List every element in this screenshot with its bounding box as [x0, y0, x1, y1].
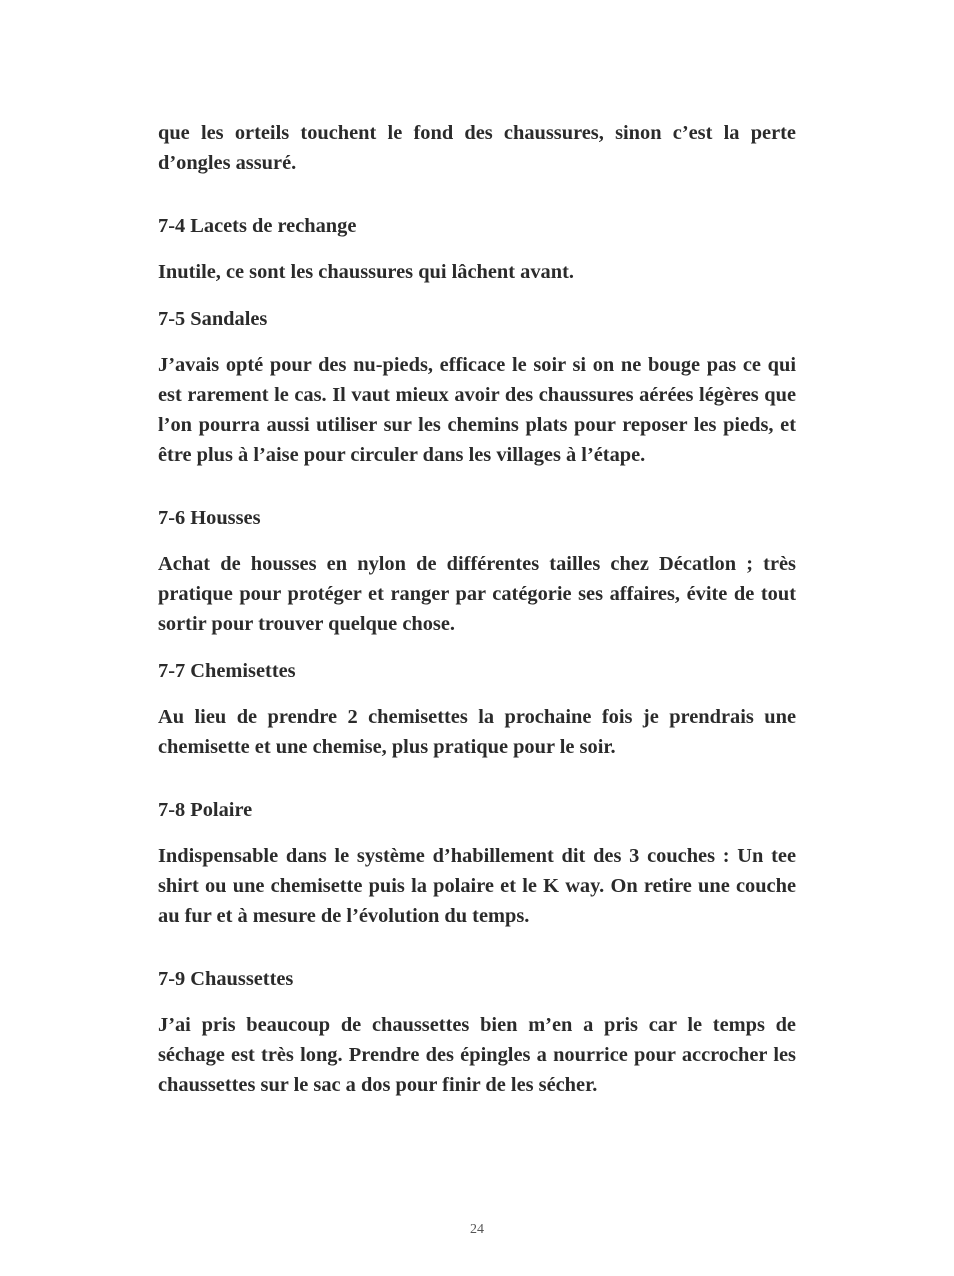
section-heading-polaire: 7-8 Polaire — [158, 799, 253, 821]
section-text-housses: Achat de housses en nylon de différentes tailles chez Décatlon ; très pratique pour protéger et ranger par catégorie ses affaires, évite de tout sortir pour trouver quelque chose. — [158, 553, 796, 635]
section-text-chemisettes: Au lieu de prendre 2 chemisettes la prochaine fois je prendrais une chemisette et une chemise, plus pratique pour le soir. — [158, 706, 796, 758]
section-heading-sandales: 7-5 Sandales — [158, 308, 268, 330]
page-body — [158, 118, 796, 1100]
intro-paragraph: que les orteils touchent le fond des chaussures, sinon c’est la perte d’ongles assuré. — [158, 122, 796, 174]
section-text-polaire: Indispensable dans le système d’habillement dit des 3 couches : Un tee shirt ou une chemisette puis la polaire et le K way. On retire une couche au fur et à mesure de l’évolution du temps. — [158, 845, 796, 927]
section-heading-lacets: 7-4 Lacets de rechange — [158, 215, 357, 237]
page-number: 24 — [470, 1222, 484, 1237]
section-heading-chemisettes: 7-7 Chemisettes — [158, 660, 296, 682]
section-heading-housses: 7-6 Housses — [158, 507, 261, 529]
section-heading-chaussettes: 7-9 Chaussettes — [158, 968, 294, 990]
section-text-lacets: Inutile, ce sont les chaussures qui lâchent avant. — [158, 261, 574, 283]
section-text-sandales: J’avais opté pour des nu-pieds, efficace le soir si on ne bouge pas ce qui est rarement le cas. Il vaut mieux avoir des chaussures aérées légères que l’on pourra aussi utiliser sur les chemins plats pour reposer les pieds, et être plus à l’aise pour circuler dans les villages à l’étape. — [158, 354, 796, 466]
section-text-chaussettes: J’ai pris beaucoup de chaussettes bien m’en a pris car le temps de séchage est très long. Prendre des épingles a nourrice pour accrocher les chaussettes sur le sac a dos pour finir de les sécher. — [158, 1014, 796, 1096]
